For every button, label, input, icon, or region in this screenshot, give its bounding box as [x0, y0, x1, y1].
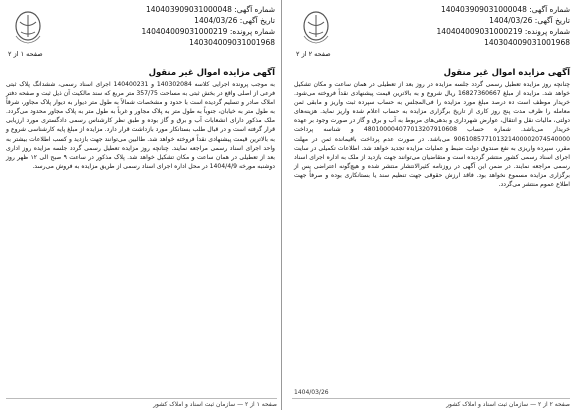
file-number-label: شماره پرونده: — [229, 27, 275, 36]
notice-number-row — [437, 4, 570, 15]
notice-number-value: 140403909031000048 — [440, 5, 527, 14]
left-notice-meta — [142, 4, 275, 48]
notice-body: به موجب پرونده اجرایی کلاسه 140302084 و 140400231 اجرای اسناد رسمی، ششدانگ پلاک ثبتی فرعی از اصلی واقع در بخش ثبتی به مساحت 357/75 متر مربع که سند مالکیت آن ذیل ثبت و صفحه دفتر املاک صادر و تسلیم گردیده است با حدود و مشخصات شمالاً به طول متر دیوار به دیوار پلاک مجاور، شرقاً به طول متر به خیابان، جنوباً به طول متر به پلاک مجاور و غرباً به طول متر به پلاک مجاور محدود می‌گردد. ملک مذکور دارای انشعابات آب و برق و گاز بوده و طبق نظر کارشناس رسمی دادگستری مورد ارزیابی قرار گرفته است و در قبال طلب بستانکار مورد بازداشت قرار دارد. مزایده از مبلغ پایه کارشناسی شروع و به بالاترین قیمت پیشنهادی نقداً فروخته خواهد شد. طالبین می‌توانند جهت بازدید و کسب اطلاعات بیشتر به واحد اجرای اسناد رسمی مراجعه نمایند. چنانچه روز مزایده تعطیل رسمی گردد جلسه مزایده روز اداری بعد از تعطیلی در همان ساعت و مکان تشکیل خواهد شد. پلاک مذکور در ساعت ۹ صبح الی ۱۲ ظهر روز دوشنبه مورخه 1404/4/9 در محل اداره اجرای اسناد رسمی از طریق مزایده به فروش می‌رسد. — [6, 81, 276, 170]
archive-number-row — [437, 37, 570, 48]
file-number-row — [142, 26, 275, 37]
emblem-icon — [298, 6, 334, 46]
sheet-label: صفحه ۲ از ۲ — [296, 50, 331, 58]
right-notice-meta — [437, 4, 570, 48]
left-notice-header — [6, 2, 275, 68]
notice-title: آگهی مزایده اموال غیر منقول — [443, 68, 570, 78]
archive-number-value: 140304009031001968 — [484, 38, 570, 47]
right-notice-header — [294, 2, 570, 68]
right-notice — [288, 0, 574, 410]
date-stamp: 1404/03/26 — [294, 389, 329, 396]
emblem-icon — [10, 6, 46, 46]
file-number-row — [437, 26, 570, 37]
left-notice — [2, 0, 282, 410]
notice-number-label: شماره آگهی: — [234, 5, 275, 14]
notice-date-row — [437, 15, 570, 26]
notice-date-label: تاریخ آگهی: — [239, 16, 275, 25]
notice-number-value: 140403909031000048 — [145, 5, 232, 14]
archive-number-value: 140304009031001968 — [189, 38, 275, 47]
notice-title: آگهی مزایده اموال غیر منقول — [148, 68, 275, 78]
file-number-label: شماره پرونده: — [524, 27, 570, 36]
page-footer: صفحه ۱ از ۲ — سازمان ثبت اسناد و املاک کشور — [6, 398, 277, 408]
notice-number-label: شماره آگهی: — [529, 5, 570, 14]
archive-number-row — [142, 37, 275, 48]
notice-date-label: تاریخ آگهی: — [534, 16, 570, 25]
sheet-label: صفحه ۱ از ۲ — [8, 50, 43, 58]
notice-date-value: 1404/03/26 — [489, 16, 533, 25]
file-number-value: 140404009031000219 — [436, 27, 523, 36]
file-number-value: 140404009031000219 — [141, 27, 228, 36]
notice-number-row — [142, 4, 275, 15]
notice-date-value: 1404/03/26 — [194, 16, 238, 25]
notice-date-row — [142, 15, 275, 26]
page-footer: صفحه ۲ از ۲ — سازمان ثبت اسناد و املاک کشور — [292, 398, 570, 408]
notice-body: چنانچه روز مزایده تعطیل رسمی گردد جلسه مزایده در روز بعد از تعطیلی در همان ساعت و مکان تشکیل خواهد شد. مزایده از مبلغ 16827360667 ریال شروع و به بالاترین قیمت پیشنهادی نقداً فروخته می‌شود. خریدار موظف است ده درصد مبلغ مورد مزایده را فی‌المجلس به حساب سپرده ثبت واریز و مابقی ثمن معامله را ظرف مدت پنج روز کاری از تاریخ برگزاری مزایده به حساب اعلام شده واریز نماید. هزینه‌های دولتی، مالیات نقل و انتقال، عوارض شهرداری و بدهی‌های مربوط به آب و برق و گاز در صورت وجود بر عهده خریدار می‌باشد. شماره حساب 480100004077013207910608 و شناسه پرداخت 906108577101321400002074540000 می‌باشد. در صورت عدم پرداخت باقیمانده ثمن در مهلت مقرر، سپرده واریزی به نفع صندوق دولت ضبط و عملیات مزایده تجدید خواهد شد. اطلاعات تکمیلی در سایت اجرای اسناد رسمی کشور منتشر گردیده است و متقاضیان می‌توانند جهت بازدید از ملک به اداره اجرای اسناد رسمی مراجعه نمایند. در ضمن این آگهی در روزنامه کثیرالانتشار منتشر شده و هیچ‌گونه اعتراضی پس از برگزاری مزایده مسموع نخواهد بود. فاقد ارزش حقوقی جهت تنظیم سند یا بستانکاری بوده و صرفاً جهت اطلاع عموم منتشر می‌گردد. — [294, 81, 570, 189]
